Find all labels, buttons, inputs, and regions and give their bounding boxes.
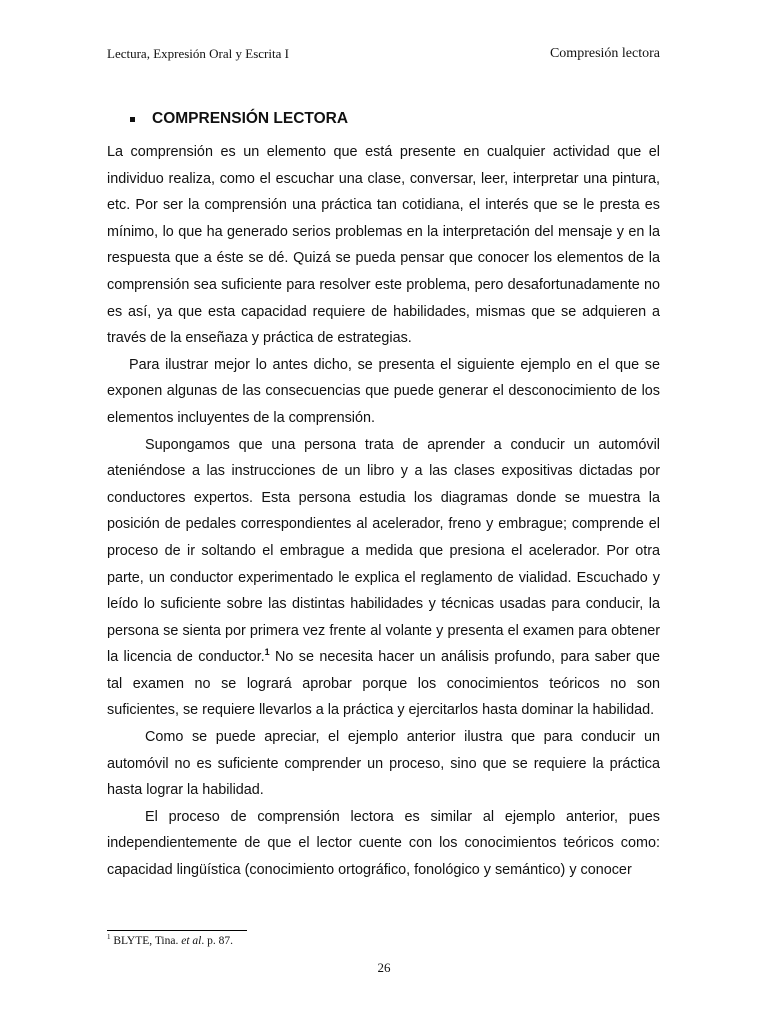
paragraph-3-part-b: No se necesita hacer un análisis profundo, para saber que tal examen no se logrará aprobar porque los conocimientos teóricos no son suficientes, se requiere llevarlos a la práctica y ejercitarlos hasta dominar la habilidad. <box>107 649 660 719</box>
header-chapter-title: Compresión lectora <box>549 46 660 61</box>
footnote-separator <box>107 930 247 931</box>
paragraph-5: El proceso de comprensión lectora es similar al ejemplo anterior, pues independientemente de que el lector cuente con los conocimientos teóricos como: capacidad lingüística (conocimiento ortográfico, fonológico y semántico) y conocer <box>107 808 660 879</box>
paragraph-3 <box>107 432 660 725</box>
footnote <box>107 935 233 947</box>
section-heading-text: COMPRENSIÓN LECTORA <box>152 110 349 127</box>
running-header <box>107 46 660 62</box>
footnote-text-after: . p. 87. <box>201 935 233 947</box>
footnote-mark: 1 <box>107 933 111 942</box>
section-heading <box>130 110 348 128</box>
footnote-text-before: BLYTE, Tina. <box>110 935 182 947</box>
paragraph-2: Para ilustrar mejor lo antes dicho, se presenta el siguiente ejemplo en el que se exponen algunas de las consecuencias que puede generar el desconocimiento de los elementos incluyentes de la comprensión. <box>107 356 660 426</box>
header-course-title: Lectura, Expresión Oral y Escrita I <box>107 46 289 61</box>
footnote-reference[interactable]: 1 <box>264 647 270 658</box>
paragraph-3-part-a: Supongamos que una persona trata de aprender a conducir un automóvil ateniéndose a las instrucciones de un libro y a las clases expositivas dictadas por conductores expertos. Esta persona estudia los diagramas donde se muestra la posición de pedales correspondientes al acelerador, freno y embrague; comprende el proceso de ir soltando el embrague a medida que presiona el acelerador. Por otra parte, un conductor experimentado le explica el reglamento de vialidad. Escuchado y leído lo suficiente sobre las distintas habilidades y técnicas usadas para conducir, la persona se sienta por primera vez frente al volante y presenta el examen para obtener la licencia de conductor. <box>107 436 660 666</box>
page-number: 26 <box>377 960 391 975</box>
body-text <box>107 139 660 884</box>
square-bullet-icon <box>130 117 135 122</box>
footnote-italic: et al <box>181 935 202 947</box>
paragraph-4: Como se puede apreciar, el ejemplo anterior ilustra que para conducir un automóvil no es suficiente comprender un proceso, sino que se requiere la práctica hasta lograr la habilidad. <box>107 729 660 799</box>
paragraph-1: La comprensión es un elemento que está presente en cualquier actividad que el individuo realiza, como el escuchar una clase, conversar, leer, interpretar una pintura, etc. Por ser la comprensión una práctica tan cotidiana, el interés que se le presta es mínimo, lo que ha generado serios problemas en la interpretación del mensaje y en la respuesta que a éste se dé. Quizá se pueda pensar que conocer los elementos de la comprensión sea suficiente para resolver este problema, pero desafortunadamente no es así, ya que esta capacidad requiere de habilidades, mismas que se adquieren a través de la enseñaza y práctica de estrategias. <box>107 144 660 347</box>
